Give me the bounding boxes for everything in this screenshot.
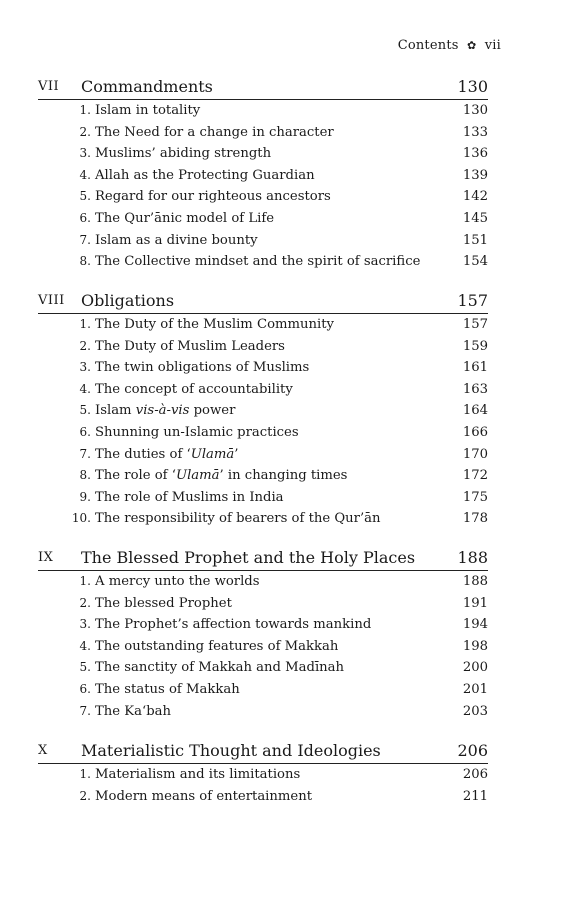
section-title-italic: Ulamā: [175, 468, 220, 484]
section-number: 4.: [79, 167, 91, 182]
section-title: [95, 465, 347, 487]
section-title: The responsibility of bearers of the Qur’ān: [95, 511, 381, 527]
section-list: [38, 764, 488, 807]
section-title: The role of Muslims in India: [95, 489, 284, 505]
section-item: [38, 614, 488, 636]
chapter-page: 206: [457, 741, 488, 760]
chapter-title: Materialistic Thought and Ideologies: [81, 741, 381, 760]
section-title: The Duty of Muslim Leaders: [95, 338, 285, 354]
section-item: [38, 208, 488, 230]
section-page: 201: [462, 681, 488, 697]
section-page: 163: [462, 381, 488, 397]
section-title: Regard for our righteous ancestors: [95, 189, 331, 205]
chapter-title: Obligations: [81, 291, 175, 310]
section-title: The Ka‘bah: [95, 703, 171, 719]
section-title: Muslims’ abiding strength: [95, 146, 272, 162]
section-item: [38, 422, 488, 444]
section-item: [38, 636, 488, 658]
section-page: 188: [462, 574, 488, 589]
section-number: 2.: [79, 124, 91, 139]
ornament-icon: ✿: [466, 39, 477, 52]
section-number: 1.: [79, 574, 91, 588]
section-page: 130: [462, 103, 488, 118]
chapter-vii: [38, 77, 488, 270]
chapter-number: VII: [38, 79, 60, 94]
section-number: 3.: [79, 360, 91, 375]
section-page: 136: [462, 146, 488, 162]
section-title: [95, 444, 238, 466]
section-page: 211: [462, 788, 488, 804]
section-page: 203: [462, 703, 488, 719]
section-number: 9.: [79, 489, 91, 504]
section-title-part: Islam: [95, 403, 136, 419]
section-number: 2.: [79, 595, 91, 610]
section-page: 159: [462, 338, 488, 354]
section-list: [38, 100, 488, 273]
section-number: 8.: [79, 468, 91, 483]
section-title: The sanctity of Makkah and Madīnah: [95, 660, 345, 676]
section-title: The Collective mindset and the spirit of sacrifice: [95, 254, 421, 270]
section-title: Shunning un-Islamic practices: [95, 424, 299, 440]
section-title: Islam in totality: [95, 103, 201, 118]
section-page: 191: [462, 595, 488, 611]
running-header: [398, 38, 501, 53]
section-title: Islam as a divine bounty: [95, 232, 258, 248]
chapter-number: VIII: [38, 293, 65, 308]
section-number: 5.: [79, 403, 91, 418]
section-title-italic: vis-à-vis: [135, 403, 190, 419]
section-item: [38, 571, 488, 593]
section-page: 151: [462, 232, 488, 248]
chapter-title: Commandments: [81, 77, 213, 96]
section-title: The status of Makkah: [95, 681, 240, 697]
section-title: The Qur’ānic model of Life: [95, 210, 275, 226]
section-item: [38, 336, 488, 358]
section-title: The Need for a change in character: [95, 124, 334, 140]
section-item: [38, 230, 488, 252]
chapter-page: 130: [457, 77, 488, 96]
section-title-part: ’: [234, 446, 239, 462]
section-number: 7.: [79, 232, 91, 247]
section-item: [38, 465, 488, 487]
section-title-part: power: [189, 403, 236, 419]
section-item: [38, 143, 488, 165]
section-item: [38, 314, 488, 336]
section-title: The twin obligations of Muslims: [95, 360, 310, 376]
chapter-heading: [38, 741, 488, 761]
chapter-ix: [38, 548, 488, 719]
section-item: [38, 251, 488, 273]
section-item: [38, 357, 488, 379]
section-page: 133: [462, 124, 488, 140]
section-page: 200: [462, 660, 488, 676]
chapter-x: [38, 741, 488, 804]
section-item: [38, 186, 488, 208]
section-title: Materialism and its limitations: [95, 767, 301, 782]
section-title: A mercy unto the worlds: [95, 574, 260, 589]
section-title: Modern means of entertainment: [95, 788, 312, 804]
section-page: 145: [462, 210, 488, 226]
section-title-part: The duties of ‘: [95, 446, 191, 462]
section-number: 1.: [79, 767, 91, 781]
section-page: 142: [462, 189, 488, 205]
section-page: 164: [462, 403, 488, 419]
section-page: 206: [462, 767, 488, 782]
chapter-number: X: [38, 743, 48, 758]
section-number: 6.: [79, 681, 91, 696]
section-item: [38, 657, 488, 679]
chapter-heading: [38, 77, 488, 97]
section-page: 175: [462, 489, 488, 505]
section-number: 3.: [79, 617, 91, 632]
chapter-heading: [38, 291, 488, 311]
chapter-title: The Blessed Prophet and the Holy Places: [81, 548, 416, 567]
section-item: [38, 100, 488, 122]
section-page: 139: [462, 167, 488, 183]
header-page-number: vii: [484, 38, 501, 53]
section-number: 7.: [79, 446, 91, 461]
section-number: 1.: [79, 103, 91, 117]
section-title: The blessed Prophet: [95, 595, 232, 611]
section-title: [95, 400, 235, 422]
section-title: The concept of accountability: [95, 381, 293, 397]
section-page: 170: [462, 446, 488, 462]
chapter-page: 157: [457, 291, 488, 310]
section-page: 154: [462, 254, 488, 270]
section-title-part: ’ in changing times: [219, 468, 348, 484]
section-number: 8.: [79, 254, 91, 269]
section-title-part: The role of ‘: [95, 468, 176, 484]
section-item: [38, 786, 488, 808]
section-number: 1.: [79, 317, 91, 331]
section-number: 2.: [79, 338, 91, 353]
section-item: [38, 679, 488, 701]
section-item: [38, 122, 488, 144]
section-page: 194: [462, 617, 488, 633]
section-page: 166: [462, 424, 488, 440]
section-title: The Duty of the Muslim Community: [95, 317, 334, 332]
section-number: 3.: [79, 146, 91, 161]
section-number: 6.: [79, 424, 91, 439]
section-number: 10.: [71, 511, 91, 526]
section-item: [38, 508, 488, 530]
section-number: 5.: [79, 189, 91, 204]
section-title: The outstanding features of Makkah: [95, 638, 339, 654]
section-number: 2.: [79, 788, 91, 803]
section-page: 157: [462, 317, 488, 332]
section-number: 4.: [79, 381, 91, 396]
section-item: [38, 701, 488, 723]
section-item: [38, 593, 488, 615]
chapter-page: 188: [457, 548, 488, 567]
section-page: 198: [462, 638, 488, 654]
section-number: 5.: [79, 660, 91, 675]
section-item: [38, 165, 488, 187]
section-page: 161: [462, 360, 488, 376]
section-number: 6.: [79, 210, 91, 225]
section-number: 4.: [79, 638, 91, 653]
section-item: [38, 379, 488, 401]
section-title: The Prophet’s affection towards mankind: [95, 617, 372, 633]
chapter-viii: [38, 291, 488, 527]
section-item: [38, 444, 488, 466]
section-item: [38, 487, 488, 509]
section-item: [38, 400, 488, 422]
chapter-number: IX: [38, 550, 54, 565]
header-label: Contents: [397, 38, 459, 53]
section-page: 178: [462, 511, 488, 527]
section-title: Allah as the Protecting Guardian: [95, 167, 315, 183]
section-list: [38, 314, 488, 530]
section-title-italic: Ulamā: [190, 446, 235, 462]
section-item: [38, 764, 488, 786]
section-number: 7.: [79, 703, 91, 718]
section-list: [38, 571, 488, 722]
chapter-heading: [38, 548, 488, 568]
section-page: 172: [462, 468, 488, 484]
